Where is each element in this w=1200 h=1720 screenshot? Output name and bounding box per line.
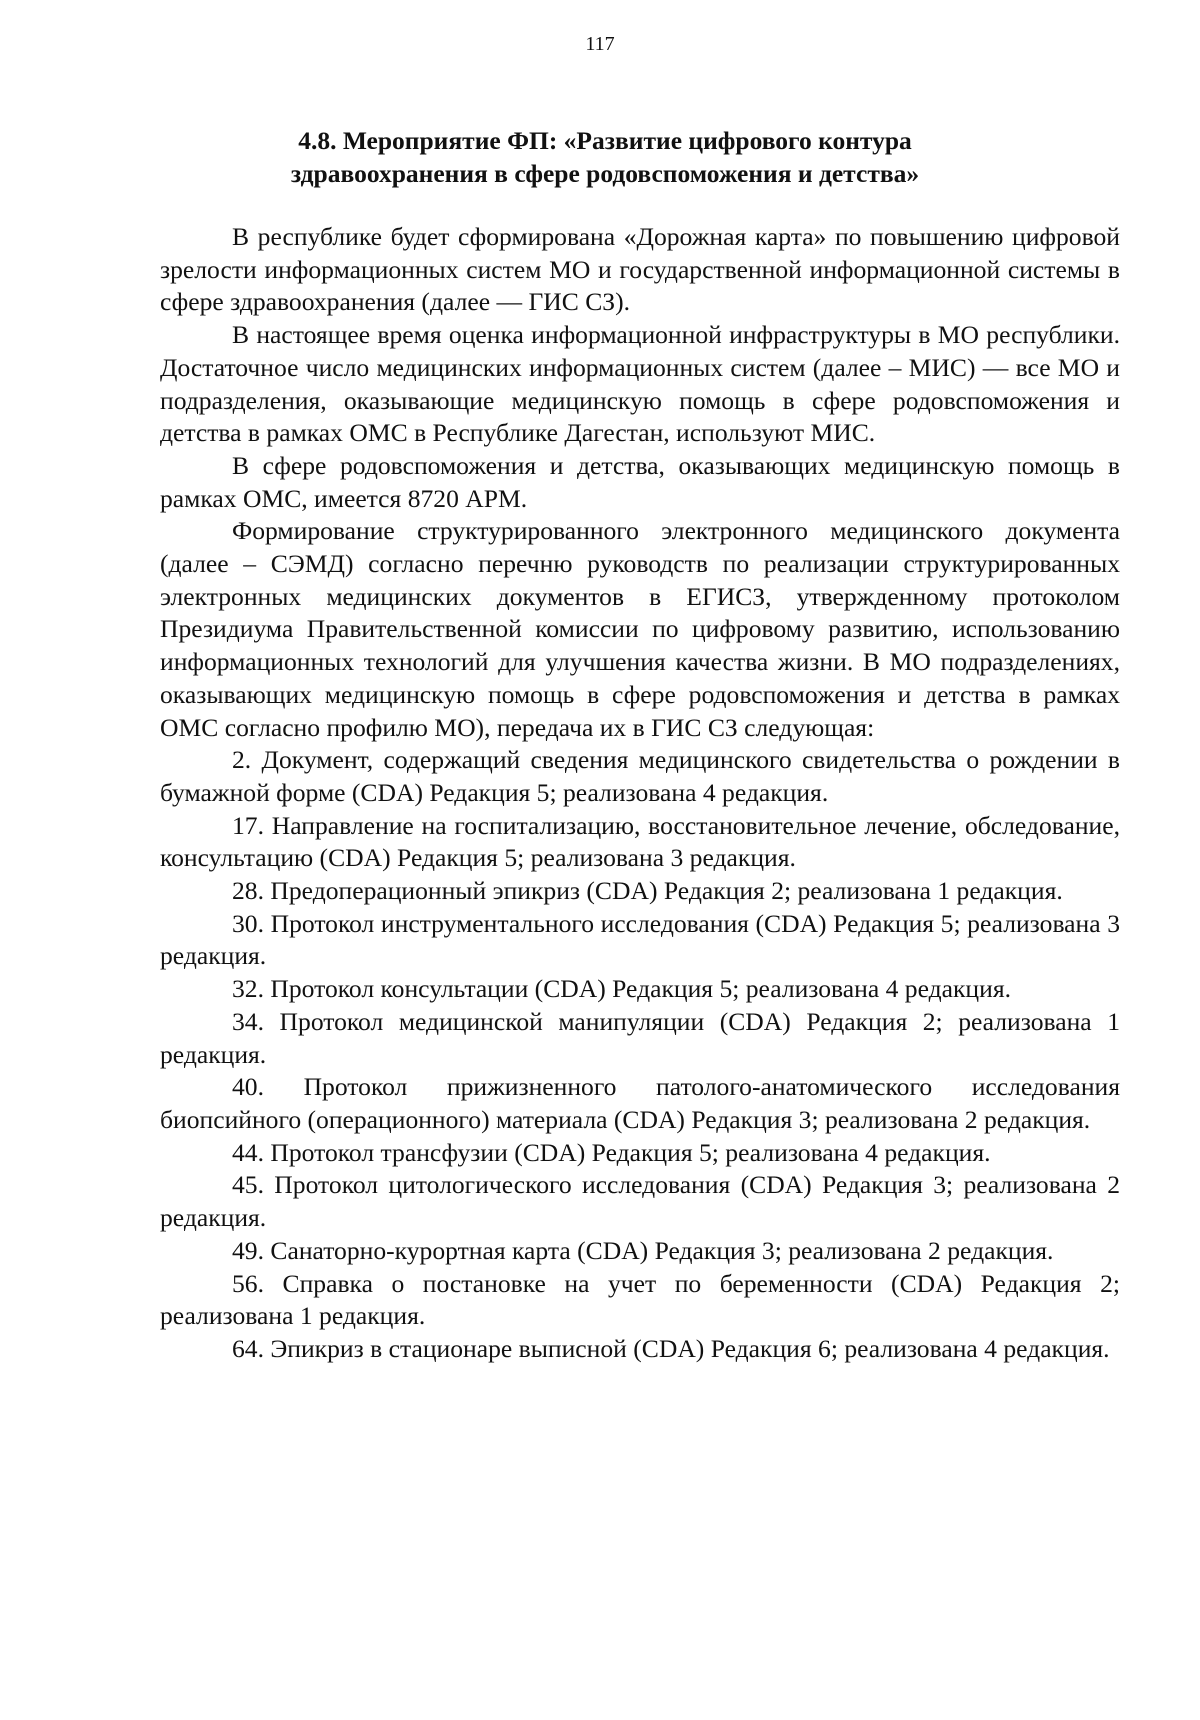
list-item-document-56: 56. Справка о постановке на учет по беременности (CDA) Редакция 2; реализована 1 редакция. bbox=[160, 1268, 1120, 1331]
paragraph-workstations: В сфере родовспоможения и детства, оказывающих медицинскую помощь в рамках ОМС, имеется 8720 АРМ. bbox=[160, 450, 1120, 513]
paragraph-infrastructure: В настоящее время оценка информационной инфраструктуры в МО республики. Достаточное число медицинских информационных систем (далее – МИС) — все МО и подразделения, оказывающие медицинскую помощь в сфере родовспоможения и детства в рамках ОМС в Республике Дагестан, используют МИС. bbox=[160, 320, 1120, 448]
list-item-document-49: 49. Санаторно-курортная карта (CDA) Редакция 3; реализована 2 редакция. bbox=[232, 1235, 1054, 1265]
section-heading-line-1: 4.8. Мероприятие ФП: «Развитие цифрового контура bbox=[298, 126, 912, 155]
list-item-document-44: 44. Протокол трансфузии (CDA) Редакция 5; реализована 4 редакция. bbox=[232, 1137, 991, 1167]
list-item-document-30: 30. Протокол инструментального исследования (CDA) Редакция 5; реализована 3 редакция. bbox=[160, 908, 1120, 971]
list-item-document-2: 2. Документ, содержащий сведения медицинского свидетельства о рождении в бумажной форме (CDA) Редакция 5; реализована 4 редакция. bbox=[160, 745, 1120, 807]
list-item-document-32: 32. Протокол консультации (CDA) Редакция 5; реализована 4 редакция. bbox=[232, 974, 1011, 1004]
list-item-document-40: 40. Протокол прижизненного патолого-анатомического исследования биопсийного (операционного) материала (CDA) Редакция 3; реализована 2 редакция. bbox=[160, 1072, 1120, 1134]
section-heading bbox=[200, 124, 1010, 190]
paragraph-semd: Формирование структурированного электронного медицинского документа (далее – СЭМД) согласно перечню руководств по реализации структурированных электронных медицинских документов в ЕГИСЗ, утвержденному протоколом Президиума Правительственной комиссии по цифровому развитию, использованию информационных технологий для улучшения качества жизни. В МО подразделениях, оказывающих медицинскую помощь в сфере родовспоможения и детства в рамках ОМС согласно профилю МО), передача их в ГИС СЗ следующая: bbox=[160, 516, 1120, 742]
list-item-document-17: 17. Направление на госпитализацию, восстановительное лечение, обследование, консультацию (CDA) Редакция 5; реализована 3 редакция. bbox=[160, 810, 1120, 873]
list-item-document-28: 28. Предоперационный эпикриз (CDA) Редакция 2; реализована 1 редакция. bbox=[232, 876, 1063, 906]
list-item-document-34: 34. Протокол медицинской манипуляции (CDA) Редакция 2; реализована 1 редакция. bbox=[160, 1006, 1120, 1069]
paragraph-roadmap: В республике будет сформирована «Дорожная карта» по повышению цифровой зрелости информационных систем МО и государственной информационной системы в сфере здравоохранения (далее — ГИС СЗ). bbox=[160, 222, 1120, 317]
list-item-document-45: 45. Протокол цитологического исследования (CDA) Редакция 3; реализована 2 редакция. bbox=[160, 1170, 1120, 1233]
page-number: 117 bbox=[585, 33, 615, 55]
body-text bbox=[160, 221, 1120, 1366]
section-heading-line-2: здравоохранения в сфере родовспоможения и детства» bbox=[290, 159, 920, 188]
list-item-document-64: 64. Эпикриз в стационаре выписной (CDA) Редакция 6; реализована 4 редакция. bbox=[232, 1333, 1110, 1363]
